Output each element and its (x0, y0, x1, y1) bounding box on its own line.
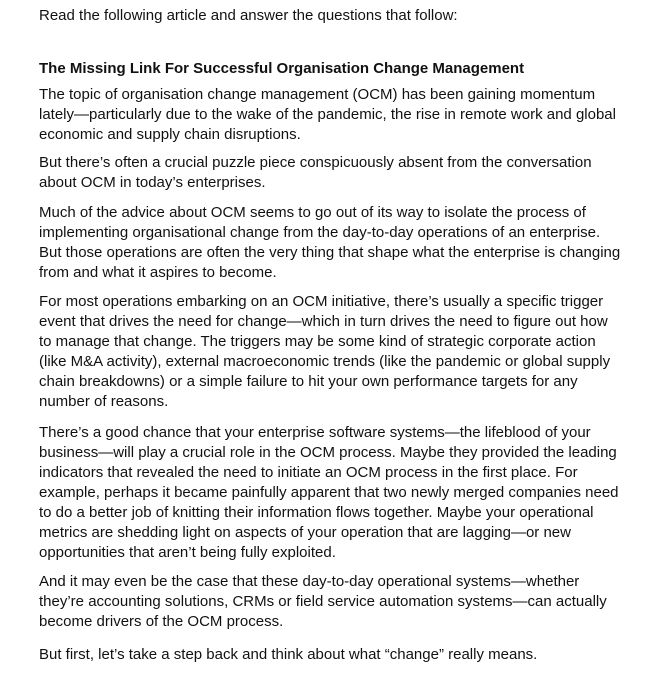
paragraph-line: But there’s often a crucial puzzle piece conspicuously absent from the conversation (39, 154, 592, 171)
article-paragraph-6 (39, 572, 607, 632)
paragraph-line: business—will play a crucial role in the OCM process. Maybe they provided the leading (39, 444, 617, 461)
paragraph-line: to manage that change. The triggers may be some kind of strategic corporate action (39, 333, 596, 350)
paragraph-line: The topic of organisation change management (OCM) has been gaining momentum (39, 86, 596, 103)
paragraph-line: metrics are shedding light on aspects of your operation that are lagging—or new (39, 524, 571, 541)
paragraph-line: indicators that revealed the need to initiate an OCM process in the first place. For (39, 464, 578, 481)
paragraph-line: become drivers of the OCM process. (39, 613, 284, 630)
paragraph-line: event that drives the need for change—which in turn drives the need to figure out how (39, 313, 608, 330)
paragraph-line: to do a better job of knitting their information flows together. Maybe your operational (39, 504, 594, 521)
paragraph-line: about OCM in today’s enterprises. (39, 174, 266, 191)
paragraph-line: And it may even be the case that these day-to-day operational systems—whether (39, 573, 580, 590)
paragraph-line: There’s a good chance that your enterprise software systems—the lifeblood of your (39, 424, 591, 441)
paragraph-line: number of reasons. (39, 393, 169, 410)
article-paragraph-5 (39, 423, 619, 563)
paragraph-line: chain breakdowns) or a simple failure to hit your own performance targets for any (39, 373, 578, 390)
article-paragraph-7 (39, 645, 537, 665)
instruction-text: Read the following article and answer the questions that follow: (39, 7, 458, 24)
article-paragraph-2 (39, 153, 592, 193)
paragraph-line: economic and supply chain disruptions. (39, 126, 301, 143)
paragraph-line: implementing organisational change from the day-to-day operations of an enterprise. (39, 224, 601, 241)
paragraph-line: lately—particularly due to the wake of the pandemic, the rise in remote work and global (39, 106, 616, 123)
paragraph-line: Much of the advice about OCM seems to go out of its way to isolate the process of (39, 204, 586, 221)
article-paragraph-3 (39, 203, 620, 283)
paragraph-line: But those operations are often the very thing that shape what the enterprise is changing (39, 244, 621, 261)
paragraph-line: opportunities that aren’t being fully exploited. (39, 544, 336, 561)
paragraph-line: For most operations embarking on an OCM initiative, there’s usually a specific trigger (39, 293, 604, 310)
paragraph-line: example, perhaps it became painfully apparent that two newly merged companies need (39, 484, 619, 501)
article-paragraph-4 (39, 292, 610, 412)
article-paragraph-1 (39, 85, 616, 145)
paragraph-line: they’re accounting solutions, CRMs or field service automation systems—can actually (39, 593, 607, 610)
paragraph-line: from and what it aspires to become. (39, 264, 277, 281)
article-title: The Missing Link For Successful Organisation Change Management (39, 60, 525, 77)
paragraph-line: But first, let’s take a step back and think about what “change” really means. (39, 646, 538, 663)
paragraph-line: (like M&A activity), external macroeconomic trends (like the pandemic or global supply (39, 353, 611, 370)
